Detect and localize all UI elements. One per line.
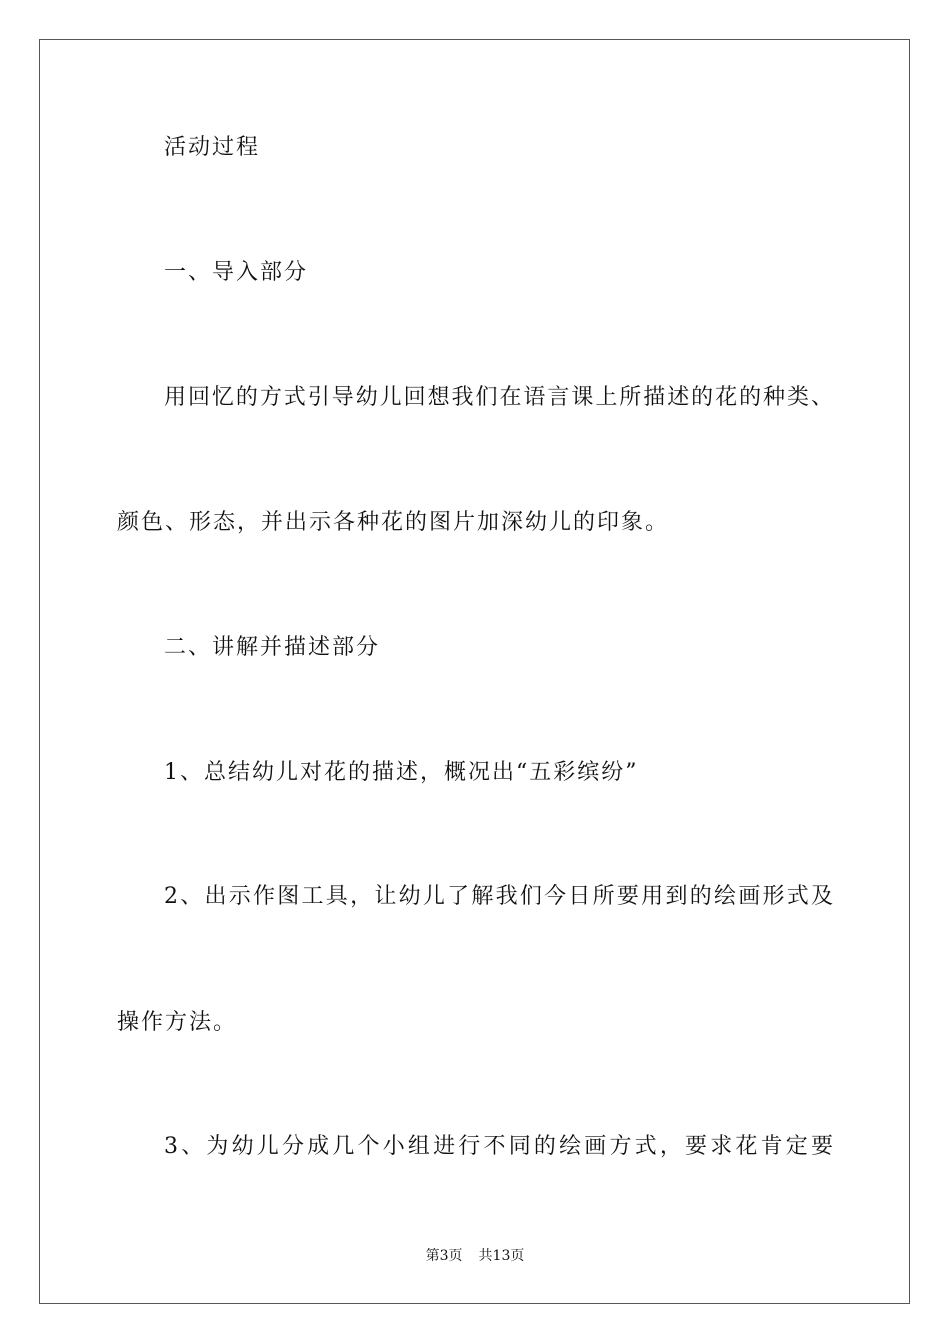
paragraph-line: 3、为幼儿分成几个小组进行不同的绘画方式，要求花肯定要 (164, 1134, 833, 1159)
page-number: 第3页 (425, 1248, 463, 1264)
section-heading-explain: 二、讲解并描述部分 (164, 635, 381, 660)
page-border (39, 39, 910, 1304)
section-heading-activity-process: 活动过程 (164, 135, 261, 160)
paragraph-line: 颜色、形态，并出示各种花的图片加深幼儿的印象。 (117, 510, 670, 535)
page-total: 共13页 (478, 1248, 525, 1264)
paragraph-line: 2、出示作图工具，让幼儿了解我们今日所要用到的绘画形式及 (164, 884, 833, 909)
paragraph-line: 1、总结幼儿对花的描述，概况出“五彩缤纷” (164, 760, 639, 785)
section-heading-intro: 一、导入部分 (164, 260, 309, 285)
page-footer (0, 1247, 950, 1265)
paragraph-line: 操作方法。 (117, 1010, 238, 1035)
paragraph-line: 用回忆的方式引导幼儿回想我们在语言课上所描述的花的种类、 (164, 385, 833, 410)
